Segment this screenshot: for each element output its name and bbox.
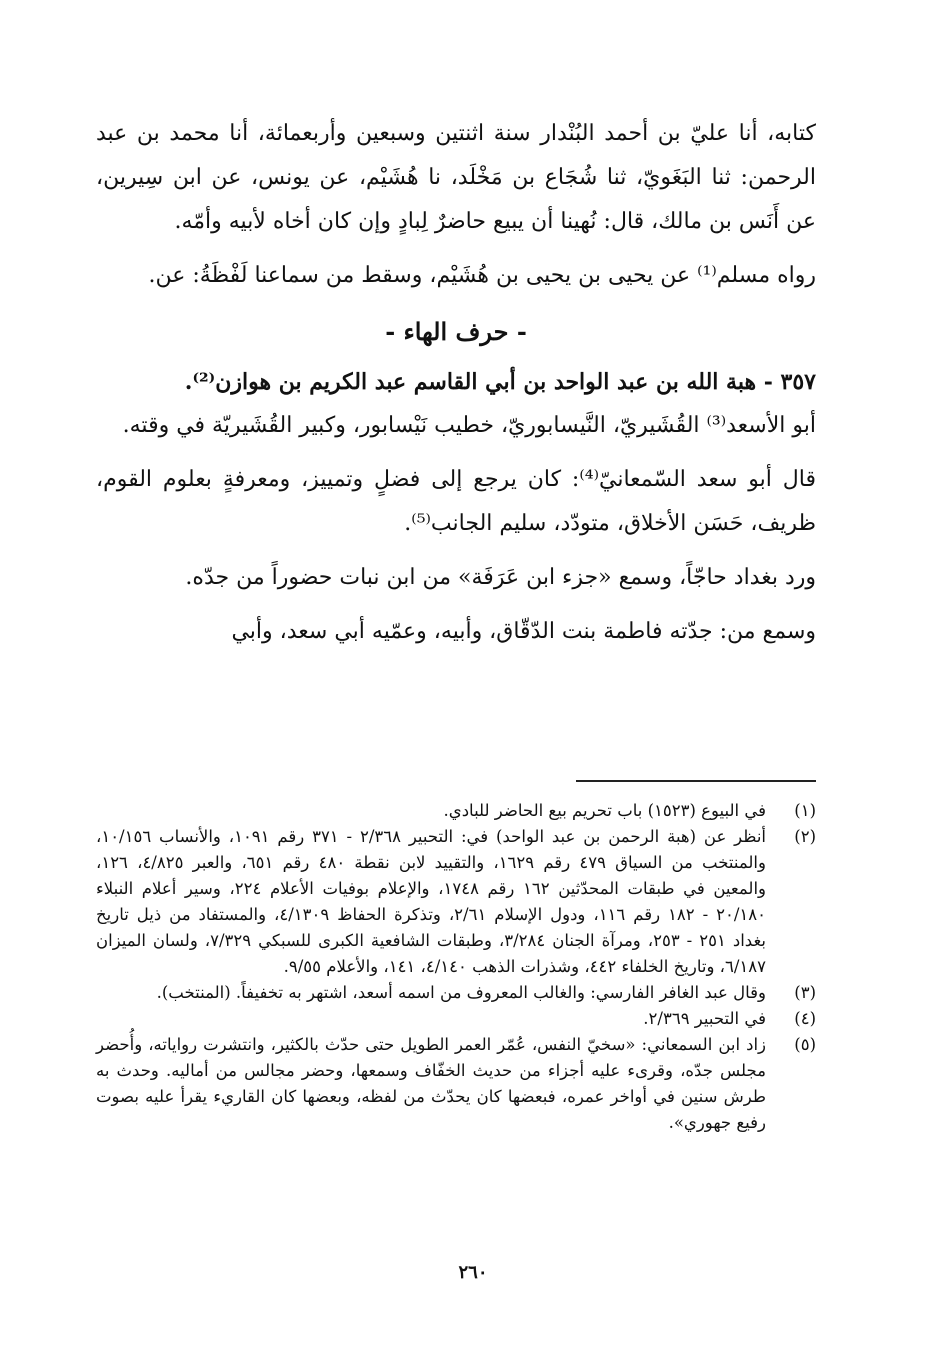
paragraph-4: قال أبو سعد السّمعانيّ⁽⁴⁾: كان يرجع إلى فضلٍ وتمييز، ومعرفةٍ بعلوم القوم، ظريف، حَسَن الأخلاق، متودّد، سليم الجانب⁽⁵⁾. [96, 467, 816, 536]
paragraph-1: كتابه، أنا عليّ بن أحمد البُنْدار سنة اثنتين وسبعين وأربعمائة، أنا محمد بن عبد الرحمن: ثنا البَغَويّ، ثنا شُجَاع بن مَخْلَد، نا هُشَيْم، عن يونس، عن ابن سِيرين، عن أَنَس بن مالك، قال: نُهينا أن يبيع حاضرٌ لِبادٍ وإن كان أخاه لأبيه وأمّه. [96, 121, 816, 234]
footnote-number: (٥) [794, 1035, 816, 1054]
paragraph-5: ورد بغداد حاجّاً، وسمع «جزء ابن عَرَفَة» من ابن نبات حضوراً من جدّه. [185, 565, 816, 590]
footnote [96, 798, 816, 824]
footnotes [96, 798, 816, 1136]
section-heading: - حرف الهاء - [385, 317, 527, 346]
footnote [96, 980, 816, 1006]
footnote-text: في البيوع (١٥٢٣) باب تحريم بيع الحاضر للبادي. [443, 801, 766, 820]
footnote-text: زاد ابن السمعاني: «سخيّ النفس، عُمّر العمر الطويل حتى حدّث بالكثير، وانتشرت رواياته، وأُحضر مجلس جدّه، وقرىء عليه أجزاء من حديث الخفّاف وسمعها، وحضر مجالس من أماليه. وحدث به طرش سنين في أواخر عمره، فبعضها كان يحدّث من لفظه، وبعضها كان القاريء يقرأ عليه بصوت رفيع جهوري». [96, 1035, 766, 1132]
footnote-text: أنظر عن (هبة الرحمن بن عبد الواحد) في: التحبير ٢/٣٦٨ - ٣٧١ رقم ١٠٩١، والأنساب ١٠/١٥٦، والمنتخب من السياق ٤٧٩ رقم ١٦٢٩، والتقييد لابن نقطة ٤٨٠ رقم ٦٥١، والعبر ٤/٨٢٥، ١٢٦، والمعين في طبقات المحدّثين ١٦٢ رقم ١٧٤٨، والإعلام بوفيات الأعلام ٢٢٤، وسير أعلام النبلاء ٢٠/١٨٠ - ١٨٢ رقم ١١٦، ودول الإسلام ٢/٦١، وتذكرة الحفاظ ٤/١٣٠٩، والمستفاد من ذيل تاريخ بغداد ٢٥١ - ٢٥٣، ومرآة الجنان ٣/٢٨٤، وطبقات الشافعية الكبرى للسبكي ٧/٣٢٩، ولسان الميزان ٦/١٨٧، وتاريخ الخلفاء ٤٤٢، وشذرات الذهب ٤/١٤٠، ١٤١، والأعلام ٩/٥٥. [96, 827, 767, 976]
paragraph-2: رواه مسلم⁽¹⁾ عن يحيى بن يحيى بن هُشَيْم، وسقط من سماعنا لَفْظَةُ: عن. [148, 263, 816, 288]
footnote-number: (٣) [794, 983, 816, 1002]
footnote-number: (٢) [794, 827, 816, 846]
footnote-text: وقال عبد الغافر الفارسي: والغالب المعروف من اسمه أسعد، اشتهر به تخفيفاً. (المنتخب). [156, 983, 766, 1002]
paragraph-6: وسمع من: جدّته فاطمة بنت الدّقّاق، وأبيه، وعمّيه أبي سعد، وأبي [231, 619, 816, 644]
main-text [96, 112, 816, 654]
page-number: ٢٦٠ [458, 1262, 488, 1283]
footnote [96, 1032, 816, 1136]
paragraph-3: أبو الأسعد⁽³⁾ القُشَيريّ، النَّيسابوريّ، خطيب نَيْسابور، وكبير القُشَيريّة في وقته. [122, 413, 816, 438]
footnote [96, 1006, 816, 1032]
footnote-text: في التحبير ٢/٣٦٩. [643, 1009, 766, 1028]
footnote-divider [576, 780, 816, 782]
entry-title: ٣٥٧ - هبة الله بن عبد الواحد بن أبي القاسم عبد الكريم بن هوازن⁽²⁾. [184, 369, 816, 395]
footnote-number: (٤) [794, 1009, 816, 1028]
footnote [96, 824, 816, 980]
footnote-number: (١) [794, 801, 816, 820]
